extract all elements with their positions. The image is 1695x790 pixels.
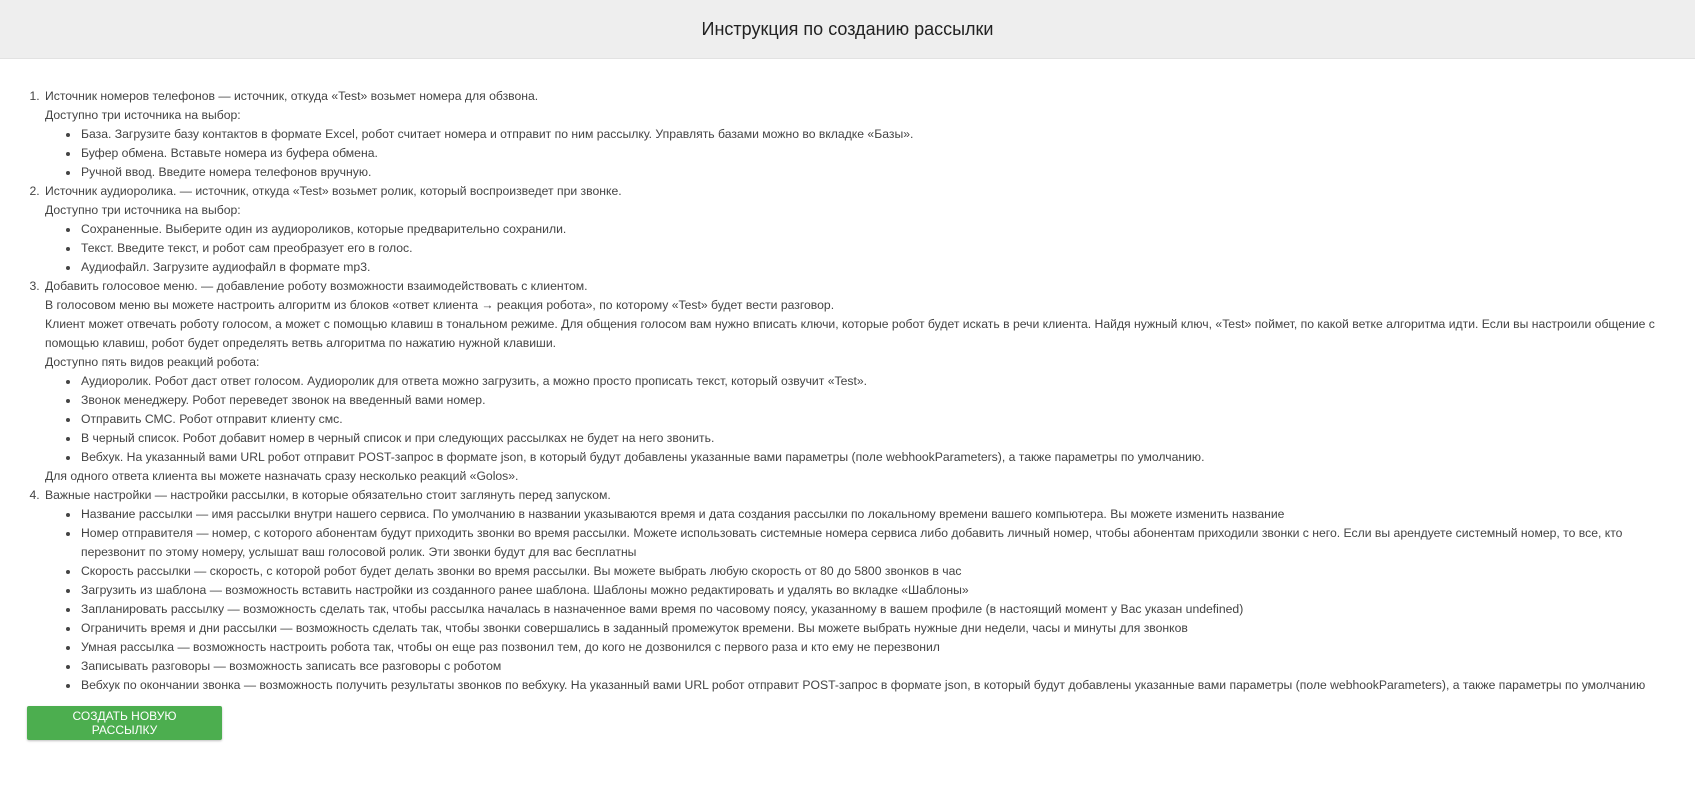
list-item: • Текст. Введите текст, и робот сам преобразует его в голос. xyxy=(80,239,1668,258)
list-item: • Умная рассылка — возможность настроить робота так, чтобы он еще раз позвонил тем, до кого не дозвонился с первого раза и кто ему не перезвонил xyxy=(80,638,1668,657)
page-title: Инструкция по созданию рассылки xyxy=(701,18,994,39)
step-title: 2. Источник аудиоролика. — источник, откуда «Test» возьмет ролик, который воспроизведет при звонке. xyxy=(45,184,622,198)
list-item: • Вебхук. На указанный вами URL робот отправит POST-запрос в формате json, в который будут добавлены указанные вами параметры (поле webhookParameters), а также параметры по умолчанию. xyxy=(80,448,1668,467)
list-item: • Название рассылки — имя рассылки внутри нашего сервиса. По умолчанию в названии указываются время и дата создания рассылки по локальному времени вашего компьютера. Вы можете изменить название xyxy=(80,505,1668,524)
sub-list xyxy=(45,372,1668,467)
list-item: • Номер отправителя — номер, с которого абонентам будут приходить звонки во время рассылки. Можете использовать системные номера сервиса либо добавить личный номер, чтобы абонентам приходили звонки с него. Если вы арендуете системный номер, то все, кто перезвонит по этому номеру, услышат ваш голосовой ролик. Эти звонки будут для вас бесплатны xyxy=(80,524,1668,562)
step-voice-menu xyxy=(43,277,1668,486)
list-item: • Звонок менеджеру. Робот переведет звонок на введенный вами номер. xyxy=(80,391,1668,410)
list-item: • База. Загрузите базу контактов в формате Excel, робот считает номера и отправит по ним рассылку. Управлять базами можно во вкладке «Базы». xyxy=(80,125,1668,144)
instructions-content xyxy=(0,59,1695,740)
list-item: • Аудиоролик. Робот даст ответ голосом. Аудиоролик для ответа можно загрузить, а можно просто прописать текст, который озвучит «Test». xyxy=(80,372,1668,391)
list-item: • Загрузить из шаблона — возможность вставить настройки из созданного ранее шаблона. Шаблоны можно редактировать и удалять во вкладке «Шаблоны» xyxy=(80,581,1668,600)
step-paragraph: Доступно пять видов реакций робота: xyxy=(45,355,260,369)
step-audio-source xyxy=(43,182,1668,277)
create-new-mailing-button[interactable]: СОЗДАТЬ НОВУЮ РАССЫЛКУ xyxy=(27,706,222,740)
step-paragraph: Клиент может отвечать роботу голосом, а может с помощью клавиш в тональном режиме. Для общения голосом вам нужно вписать ключи, которые робот будет искать в речи клиента. Найдя нужный ключ, «Test» поймет, по какой ветке алгоритма идти. Если вы настроили общение с помощью клавиш, робот будет определять ветвь алгоритма по нажатию нужной клавиши. xyxy=(45,317,1655,350)
list-item: • Сохраненные. Выберите один из аудиороликов, которые предварительно сохранили. xyxy=(80,220,1668,239)
page-header xyxy=(0,0,1695,59)
step-phone-source xyxy=(43,87,1668,182)
instructions-list xyxy=(27,87,1668,695)
list-item: • В черный список. Робот добавит номер в черный список и при следующих рассылках не будет на него звонить. xyxy=(80,429,1668,448)
list-item: • Ограничить время и дни рассылки — возможность сделать так, чтобы звонки совершались в заданный промежуток времени. Вы можете выбрать нужные дни недели, часы и минуты для звонков xyxy=(80,619,1668,638)
step-paragraph: Для одного ответа клиента вы можете назначать сразу несколько реакций «Golos». xyxy=(45,469,519,483)
list-item: • Вебхук по окончании звонка — возможность получить результаты звонков по вебхуку. На указанный вами URL робот отправит POST-запрос в формате json, в который будут добавлены указанные вами параметры (поле webhookParameters), а также параметры по умолчанию xyxy=(80,676,1668,695)
sub-list xyxy=(45,220,1668,277)
list-item: • Ручной ввод. Введите номера телефонов вручную. xyxy=(80,163,1668,182)
list-item: • Записывать разговоры — возможность записать все разговоры с роботом xyxy=(80,657,1668,676)
step-title: 3. Добавить голосовое меню. — добавление роботу возможности взаимодействовать с клиентом. xyxy=(45,279,588,293)
step-paragraph: В голосовом меню вы можете настроить алгоритм из блоков «ответ клиента → реакция робота», по которому «Test» будет вести разговор. xyxy=(45,298,835,312)
list-item: • Аудиофайл. Загрузите аудиофайл в формате mp3. xyxy=(80,258,1668,277)
list-item: • Отправить СМС. Робот отправит клиенту смс. xyxy=(80,410,1668,429)
list-item: • Буфер обмена. Вставьте номера из буфера обмена. xyxy=(80,144,1668,163)
sub-list xyxy=(45,505,1668,695)
list-item: • Запланировать рассылку — возможность сделать так, чтобы рассылка началась в назначенное вами время по часовому поясу, указанному в вашем профиле (в настоящий момент у Вас указан undefined) xyxy=(80,600,1668,619)
step-important-settings xyxy=(43,486,1668,695)
step-paragraph: Доступно три источника на выбор: xyxy=(45,203,241,217)
step-title: 4. Важные настройки — настройки рассылки, в которые обязательно стоит заглянуть перед запуском. xyxy=(45,488,611,502)
sub-list xyxy=(45,125,1668,182)
list-item: • Скорость рассылки — скорость, с которой робот будет делать звонки во время рассылки. Вы можете выбрать любую скорость от 80 до 5800 звонков в час xyxy=(80,562,1668,581)
step-title: 1. Источник номеров телефонов — источник, откуда «Test» возьмет номера для обзвона. xyxy=(45,89,539,103)
step-paragraph: Доступно три источника на выбор: xyxy=(45,108,241,122)
